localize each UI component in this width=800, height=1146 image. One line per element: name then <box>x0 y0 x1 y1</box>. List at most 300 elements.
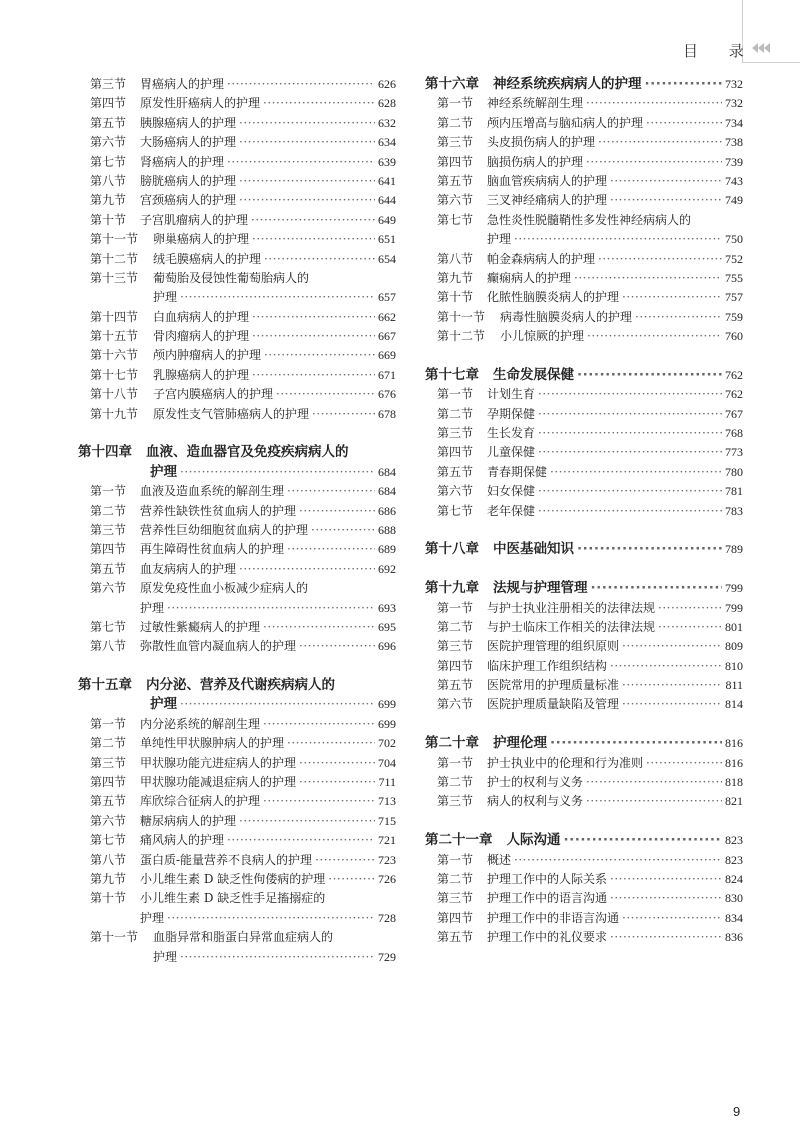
dot-leader <box>227 831 375 850</box>
toc-entry[interactable] <box>78 405 396 424</box>
toc-entry[interactable] <box>425 114 743 133</box>
toc-entry[interactable] <box>78 346 396 365</box>
dot-leader <box>635 308 722 327</box>
toc-entry-page: 762 <box>725 387 743 402</box>
toc-entry[interactable] <box>425 405 743 424</box>
toc-entry-label: 第三节 <box>437 891 474 906</box>
toc-entry[interactable] <box>78 153 396 172</box>
toc-entry-page: 732 <box>725 76 743 91</box>
toc-entry[interactable] <box>78 579 396 598</box>
dot-leader <box>251 211 375 230</box>
toc-entry[interactable] <box>78 560 396 579</box>
toc-entry-title: 护士的权利与义务 <box>487 775 584 790</box>
toc-entry-page: 671 <box>378 367 396 382</box>
toc-entry-label: 第八节 <box>90 852 127 867</box>
toc-entry-title: 绒毛膜癌病人的护理 <box>153 251 262 266</box>
section-gap <box>425 812 743 831</box>
toc-entry-page: 688 <box>378 522 396 537</box>
toc-entry-label: 第九节 <box>437 270 474 285</box>
toc-entry[interactable] <box>425 463 743 482</box>
toc-chapter-entry[interactable] <box>425 540 743 559</box>
toc-entry-title: 原发性肝癌病人的护理 <box>140 96 261 111</box>
toc-entry[interactable] <box>425 288 743 307</box>
toc-entry-label: 第二节 <box>437 115 474 130</box>
toc-entry[interactable] <box>78 327 396 346</box>
toc-entry[interactable] <box>78 482 396 501</box>
section-gap <box>425 560 743 579</box>
toc-entry-page: 662 <box>378 309 396 324</box>
dot-leader <box>299 637 375 656</box>
toc-entry-title: 脑血管疾病病人的护理 <box>487 173 608 188</box>
toc-entry-title: 法规与护理管理 <box>493 580 588 597</box>
toc-entry-label: 第十一节 <box>90 930 139 945</box>
dot-leader <box>299 773 375 792</box>
toc-entry[interactable] <box>78 230 396 249</box>
toc-entry[interactable] <box>78 928 396 947</box>
dot-leader <box>538 405 722 424</box>
toc-entry-page: 830 <box>725 891 743 906</box>
toc-entry[interactable] <box>425 211 743 230</box>
toc-entry[interactable] <box>78 521 396 540</box>
toc-entry-page: 732 <box>725 96 743 111</box>
dot-leader <box>658 599 722 618</box>
toc-entry-label: 第十七节 <box>90 367 139 382</box>
toc-entry-page: 811 <box>725 678 743 693</box>
toc-entry-label: 第二节 <box>437 872 474 886</box>
dot-leader <box>586 773 722 792</box>
toc-entry-label: 第二节 <box>90 736 127 751</box>
toc-entry[interactable] <box>78 191 396 210</box>
toc-chapter-continuation[interactable] <box>78 696 396 715</box>
toc-entry-title: 宫颈癌病人的护理 <box>140 193 237 208</box>
toc-chapter-entry[interactable] <box>425 366 743 385</box>
toc-entry-title: 三叉神经痛病人的护理 <box>487 193 608 208</box>
dot-leader <box>577 366 722 385</box>
toc-entry-label: 第五节 <box>437 930 474 945</box>
toc-entry-title: 蛋白质-能量营养不良病人的护理 <box>140 852 313 867</box>
toc-entry-label: 第八节 <box>90 173 127 188</box>
toc-entry[interactable] <box>78 133 396 152</box>
toc-entry-page: 749 <box>725 193 743 208</box>
dot-leader <box>587 327 722 346</box>
toc-entry-title: 中医基础知识 <box>493 541 574 558</box>
toc-entry-page: 810 <box>725 658 743 673</box>
dot-leader <box>227 75 375 94</box>
dot-leader <box>610 870 722 889</box>
dot-leader <box>610 657 722 676</box>
toc-entry-label: 第十九章 <box>425 580 479 597</box>
toc-entry-title: 儿童保健 <box>487 445 536 460</box>
toc-entry[interactable] <box>425 676 743 695</box>
toc-entry-title: 血脂异常和脂蛋白异常血症病人的 <box>153 930 334 945</box>
dot-leader <box>276 385 375 404</box>
dot-leader <box>514 851 722 870</box>
toc-entry-title: 胰腺癌病人的护理 <box>140 115 237 130</box>
toc-entry-title: 脑损伤病人的护理 <box>487 154 584 169</box>
toc-entry-title: 白血病病人的护理 <box>153 309 250 324</box>
toc-entry-label: 第九节 <box>90 872 127 886</box>
dot-leader <box>646 754 722 773</box>
toc-entry-title: 护理 <box>153 290 178 305</box>
toc-entry-title: 血液及造血系统的解剖生理 <box>140 484 285 499</box>
toc-entry-title: 病人的权利与义务 <box>487 794 584 809</box>
toc-entry-label: 第五节 <box>437 464 474 479</box>
header-rule <box>742 62 800 63</box>
toc-entry[interactable] <box>425 385 743 404</box>
toc-entry-title: 小儿惊厥的护理 <box>500 329 585 344</box>
toc-entry-label: 第四节 <box>437 445 474 460</box>
toc-entry-title: 葡萄胎及侵蚀性葡萄胎病人的 <box>153 270 310 285</box>
toc-entry-title: 大肠癌病人的护理 <box>140 135 237 150</box>
toc-entry-title: 乳腺癌病人的护理 <box>153 367 250 382</box>
toc-entry[interactable] <box>78 366 396 385</box>
toc-entry-title: 颅内肿瘤病人的护理 <box>153 348 262 363</box>
toc-entry[interactable] <box>425 172 743 191</box>
dot-leader <box>538 443 722 462</box>
toc-entry-title: 内分泌、营养及代谢疾病病人的 <box>146 677 335 694</box>
toc-entry[interactable] <box>425 754 743 773</box>
toc-entry-label: 第六节 <box>90 581 127 596</box>
toc-entry-title: 原发性支气管肺癌病人的护理 <box>153 406 310 421</box>
toc-entry-title: 子宫内膜癌病人的护理 <box>153 387 274 402</box>
toc-entry-page: 692 <box>378 561 396 576</box>
toc-entry-label: 第八节 <box>90 639 127 654</box>
toc-entry[interactable] <box>425 443 743 462</box>
dot-leader <box>538 385 722 404</box>
toc-chapter-entry[interactable] <box>78 443 396 462</box>
toc-entry-label: 第六节 <box>90 135 127 150</box>
toc-entry[interactable] <box>78 754 396 773</box>
toc-entry-page: 667 <box>378 329 396 344</box>
dot-leader <box>622 695 722 714</box>
toc-entry-page: 644 <box>378 193 396 208</box>
toc-entry-title: 护理伦理 <box>493 735 547 752</box>
toc-entry-page: 760 <box>725 329 743 344</box>
toc-entry[interactable] <box>78 792 396 811</box>
toc-entry-title: 人际沟通 <box>506 832 561 849</box>
toc-entry-label: 第八节 <box>437 251 474 266</box>
dot-leader <box>574 269 722 288</box>
toc-entry-page: 755 <box>725 270 743 285</box>
toc-entry-title: 与护士临床工作相关的法律法规 <box>487 619 656 634</box>
toc-entry-title: 医院护理质量缺陷及管理 <box>487 697 620 712</box>
toc-entry-title: 化脓性脑膜炎病人的护理 <box>487 290 620 305</box>
toc-entry-page: 684 <box>378 464 396 479</box>
toc-entry[interactable] <box>425 657 743 676</box>
dot-leader <box>315 851 375 870</box>
toc-entry-title: 护理 <box>140 600 165 615</box>
toc-entry-title: 护理 <box>150 463 177 480</box>
toc-entry[interactable] <box>78 540 396 559</box>
toc-entry-label: 第三节 <box>90 522 127 537</box>
toc-entry-label: 第六节 <box>90 813 127 828</box>
dot-leader <box>299 754 375 773</box>
toc-entry[interactable] <box>425 424 743 443</box>
toc-entry[interactable] <box>425 308 743 327</box>
toc-entry[interactable] <box>425 269 743 288</box>
toc-entry[interactable] <box>425 792 743 811</box>
dot-leader <box>622 676 722 695</box>
toc-entry[interactable] <box>425 502 743 521</box>
toc-entry-page: 738 <box>725 135 743 150</box>
dot-leader <box>598 250 722 269</box>
toc-entry[interactable] <box>425 599 743 618</box>
toc-entry[interactable] <box>425 618 743 637</box>
toc-entry-title: 甲状腺功能亢进症病人的护理 <box>140 755 297 770</box>
toc-entry-page: 639 <box>378 154 396 169</box>
toc-chapter-continuation[interactable] <box>78 463 396 482</box>
section-gap <box>425 715 743 734</box>
toc-entry[interactable] <box>78 114 396 133</box>
toc-entry[interactable] <box>425 637 743 656</box>
toc-entry-label: 第六节 <box>437 193 474 208</box>
toc-entry-title: 癫痫病人的护理 <box>487 270 572 285</box>
toc-entry-page: 834 <box>725 910 743 925</box>
dot-leader <box>180 463 375 482</box>
toc-entry-page: 767 <box>725 406 743 421</box>
toc-entry-page: 799 <box>725 600 743 615</box>
toc-entry-label: 第四节 <box>437 658 474 673</box>
toc-entry[interactable] <box>78 385 396 404</box>
dot-leader <box>252 366 375 385</box>
page-header-title: 目 录 <box>683 42 757 60</box>
toc-entry-page: 824 <box>725 872 743 886</box>
toc-entry[interactable] <box>425 928 743 947</box>
dot-leader <box>252 327 375 346</box>
toc-entry-label: 第七节 <box>90 619 127 634</box>
toc-entry[interactable] <box>425 696 743 715</box>
toc-entry[interactable] <box>425 889 743 908</box>
dot-leader <box>239 172 375 191</box>
toc-column-right <box>425 75 743 948</box>
toc-entry[interactable] <box>78 211 396 230</box>
toc-entry[interactable] <box>425 909 743 928</box>
dot-leader <box>646 114 722 133</box>
toc-entry[interactable] <box>425 153 743 172</box>
toc-entry[interactable] <box>78 715 396 734</box>
toc-entry-label: 第十二节 <box>437 329 486 344</box>
toc-entry[interactable] <box>78 308 396 327</box>
toc-entry-title: 老年保健 <box>487 503 536 518</box>
toc-entry-title: 青春期保健 <box>487 464 548 479</box>
toc-entry[interactable] <box>78 637 396 656</box>
toc-entry-label: 第二节 <box>437 775 474 790</box>
toc-entry-page: 728 <box>378 910 396 925</box>
toc-entry-label: 第二十一章 <box>425 832 493 849</box>
toc-entry-label: 第五节 <box>90 561 127 576</box>
toc-entry-page: 814 <box>725 697 743 712</box>
toc-entry-page: 768 <box>725 426 743 441</box>
toc-entry-label: 第五节 <box>90 794 127 809</box>
toc-entry[interactable] <box>425 94 743 113</box>
toc-entry-label: 第十八节 <box>90 387 139 402</box>
toc-entry-title: 血友病病人的护理 <box>140 561 237 576</box>
toc-entry[interactable] <box>78 269 396 288</box>
toc-entry-title: 计划生育 <box>487 387 536 402</box>
toc-entry[interactable] <box>425 870 743 889</box>
toc-entry-page: 818 <box>725 775 743 790</box>
section-gap <box>425 346 743 365</box>
toc-entry-page: 678 <box>378 406 396 421</box>
toc-entry[interactable] <box>78 773 396 792</box>
toc-entry[interactable] <box>78 502 396 521</box>
toc-entry-label: 第六节 <box>437 697 474 712</box>
toc-entry-label: 第三节 <box>437 135 474 150</box>
toc-entry-label: 第六节 <box>437 484 474 499</box>
toc-entry-title: 护理 <box>140 910 165 925</box>
toc-entry-title: 甲状腺功能减退症病人的护理 <box>140 775 297 790</box>
toc-entry-page: 699 <box>378 697 396 712</box>
toc-entry[interactable] <box>78 870 396 889</box>
toc-entry-continuation[interactable] <box>78 948 396 967</box>
toc-entry-title: 护理 <box>153 949 178 964</box>
dot-leader <box>239 560 375 579</box>
toc-entry-title: 病毒性脑膜炎病人的护理 <box>500 309 633 324</box>
toc-entry-page: 721 <box>378 833 396 848</box>
dot-leader <box>263 715 375 734</box>
dot-leader <box>239 812 375 831</box>
toc-entry-title: 过敏性紫癜病人的护理 <box>140 619 261 634</box>
toc-entry-title: 膀胱癌病人的护理 <box>140 173 237 188</box>
toc-entry-title: 肾癌病人的护理 <box>140 154 225 169</box>
toc-entry-page: 823 <box>725 852 743 867</box>
toc-entry[interactable] <box>425 250 743 269</box>
toc-entry-page: 816 <box>725 736 743 751</box>
dot-leader <box>227 153 375 172</box>
toc-entry[interactable] <box>78 812 396 831</box>
dot-leader <box>180 948 375 967</box>
toc-entry[interactable] <box>78 250 396 269</box>
toc-entry-page: 743 <box>725 173 743 188</box>
toc-entry-page: 634 <box>378 135 396 150</box>
toc-entry-page: 693 <box>378 600 396 615</box>
dot-leader <box>577 540 722 559</box>
toc-entry-label: 第十九节 <box>90 406 139 421</box>
dot-leader <box>287 734 375 753</box>
toc-entry-label: 第四节 <box>437 154 474 169</box>
toc-entry-page: 711 <box>378 775 396 790</box>
toc-entry-title: 生长发育 <box>487 426 536 441</box>
toc-entry[interactable] <box>78 851 396 870</box>
toc-entry[interactable] <box>78 94 396 113</box>
toc-entry[interactable] <box>78 889 396 908</box>
dot-leader <box>622 909 722 928</box>
toc-chapter-entry[interactable] <box>425 831 743 850</box>
toc-entry-label: 第一节 <box>437 387 474 402</box>
toc-entry-label: 第三节 <box>90 76 127 91</box>
toc-entry-continuation[interactable] <box>78 288 396 307</box>
dot-leader <box>610 928 722 947</box>
toc-entry-page: 695 <box>378 619 396 634</box>
toc-entry-label: 第十六章 <box>425 75 479 92</box>
toc-entry-page: 651 <box>378 232 396 247</box>
dot-leader <box>538 502 722 521</box>
toc-entry-page: 821 <box>725 794 743 809</box>
toc-entry-label: 第十四章 <box>78 444 132 461</box>
toc-chapter-entry[interactable] <box>425 75 743 94</box>
toc-entry[interactable] <box>78 831 396 850</box>
toc-entry[interactable] <box>425 773 743 792</box>
toc-entry-page: 739 <box>725 154 743 169</box>
toc-chapter-entry[interactable] <box>78 676 396 695</box>
toc-entry[interactable] <box>78 172 396 191</box>
toc-entry-label: 第七节 <box>90 154 127 169</box>
dot-leader <box>598 133 722 152</box>
toc-entry-label: 第十六节 <box>90 348 139 363</box>
toc-entry-label: 第四节 <box>90 775 127 790</box>
toc-entry-title: 小儿维生素 D 缺乏性佝偻病的护理 <box>140 872 326 886</box>
section-gap <box>425 521 743 540</box>
toc-entry-label: 第十一节 <box>90 232 139 247</box>
toc-entry[interactable] <box>425 327 743 346</box>
dot-leader <box>550 734 722 753</box>
toc-entry-title: 护理工作中的人际关系 <box>487 872 608 886</box>
toc-entry[interactable] <box>78 734 396 753</box>
toc-entry-label: 第三节 <box>90 755 127 770</box>
dot-leader <box>550 463 722 482</box>
toc-entry-title: 胃癌病人的护理 <box>140 76 225 91</box>
dot-leader <box>538 424 722 443</box>
toc-entry-page: 704 <box>378 755 396 770</box>
dot-leader <box>658 618 722 637</box>
toc-entry-continuation[interactable] <box>425 230 743 249</box>
toc-entry-label: 第十八章 <box>425 541 479 558</box>
dot-leader <box>610 889 722 908</box>
toc-entry-label: 第九节 <box>90 193 127 208</box>
toc-entry[interactable] <box>78 75 396 94</box>
toc-entry-page: 684 <box>378 484 396 499</box>
toc-entry-title: 护理工作中的礼仪要求 <box>487 930 608 945</box>
toc-entry-page: 809 <box>725 639 743 654</box>
toc-entry-label: 第三节 <box>437 639 474 654</box>
toc-entry-page: 654 <box>378 251 396 266</box>
toc-entry-title: 生命发展保健 <box>493 366 574 383</box>
toc-entry-page: 702 <box>378 736 396 751</box>
dot-leader <box>311 521 375 540</box>
dot-leader <box>167 599 375 618</box>
dot-leader <box>180 288 375 307</box>
toc-entry-page: 713 <box>378 794 396 809</box>
toc-entry-title: 血液、造血器官及免疫疾病病人的 <box>146 444 349 461</box>
toc-entry[interactable] <box>425 851 743 870</box>
toc-entry-title: 护理 <box>150 696 177 713</box>
toc-entry-label: 第十四节 <box>90 309 139 324</box>
toc-entry[interactable] <box>425 133 743 152</box>
toc-entry[interactable] <box>78 618 396 637</box>
toc-entry[interactable] <box>425 482 743 501</box>
dot-leader <box>586 153 722 172</box>
toc-chapter-entry[interactable] <box>425 579 743 598</box>
dot-leader <box>312 405 375 424</box>
toc-entry-label: 第一节 <box>437 96 474 111</box>
toc-entry-title: 骨肉瘤病人的护理 <box>153 329 250 344</box>
toc-entry-label: 第一节 <box>90 484 127 499</box>
toc-entry-page: 632 <box>378 115 396 130</box>
toc-entry-label: 第三节 <box>437 794 474 809</box>
dot-leader <box>180 695 375 714</box>
toc-entry-label: 第十一节 <box>437 309 486 324</box>
toc-entry-label: 第四节 <box>437 910 474 925</box>
toc-entry-title: 神经系统解剖生理 <box>487 96 584 111</box>
toc-entry-continuation[interactable] <box>78 599 396 618</box>
toc-entry-page: 699 <box>378 716 396 731</box>
toc-entry-label: 第十二节 <box>90 251 139 266</box>
toc-entry[interactable] <box>425 191 743 210</box>
toc-chapter-entry[interactable] <box>425 734 743 753</box>
toc-entry-continuation[interactable] <box>78 909 396 928</box>
toc-entry-page: 686 <box>378 503 396 518</box>
toc-entry-page: 789 <box>725 542 743 557</box>
